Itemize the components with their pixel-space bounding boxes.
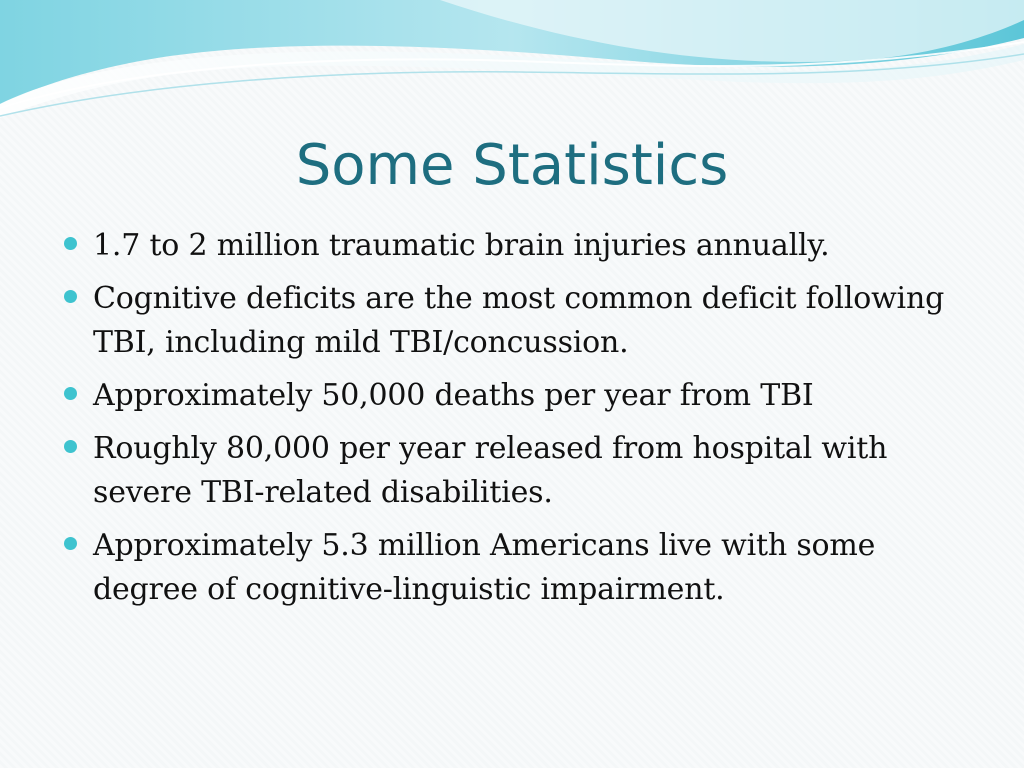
- bullet-text: 1.7 to 2 million traumatic brain injuries annually.: [93, 228, 830, 263]
- bullet-text: Approximately 50,000 deaths per year from TBI: [93, 378, 814, 413]
- bullet-item: [62, 524, 962, 612]
- slide-title: Some Statistics: [295, 133, 729, 198]
- bullet-list: [62, 224, 962, 621]
- bullet-marker-icon: [64, 537, 77, 550]
- bullet-marker-icon: [64, 440, 77, 453]
- bullet-marker-icon: [64, 387, 77, 400]
- bullet-text: Approximately 5.3 million Americans live with some degree of cognitive-linguistic impairment.: [93, 528, 876, 607]
- bullet-marker-icon: [64, 290, 77, 303]
- bullet-item: [62, 224, 962, 268]
- bullet-text: Roughly 80,000 per year released from hospital with severe TBI-related disabilities.: [93, 431, 888, 510]
- bullet-text: Cognitive deficits are the most common deficit following TBI, including mild TBI/concussion.: [93, 281, 945, 360]
- decorative-wave-header: [0, 0, 1024, 130]
- bullet-item: [62, 374, 962, 418]
- bullet-marker-icon: [64, 237, 77, 250]
- bullet-item: [62, 277, 962, 365]
- bullet-item: [62, 427, 962, 515]
